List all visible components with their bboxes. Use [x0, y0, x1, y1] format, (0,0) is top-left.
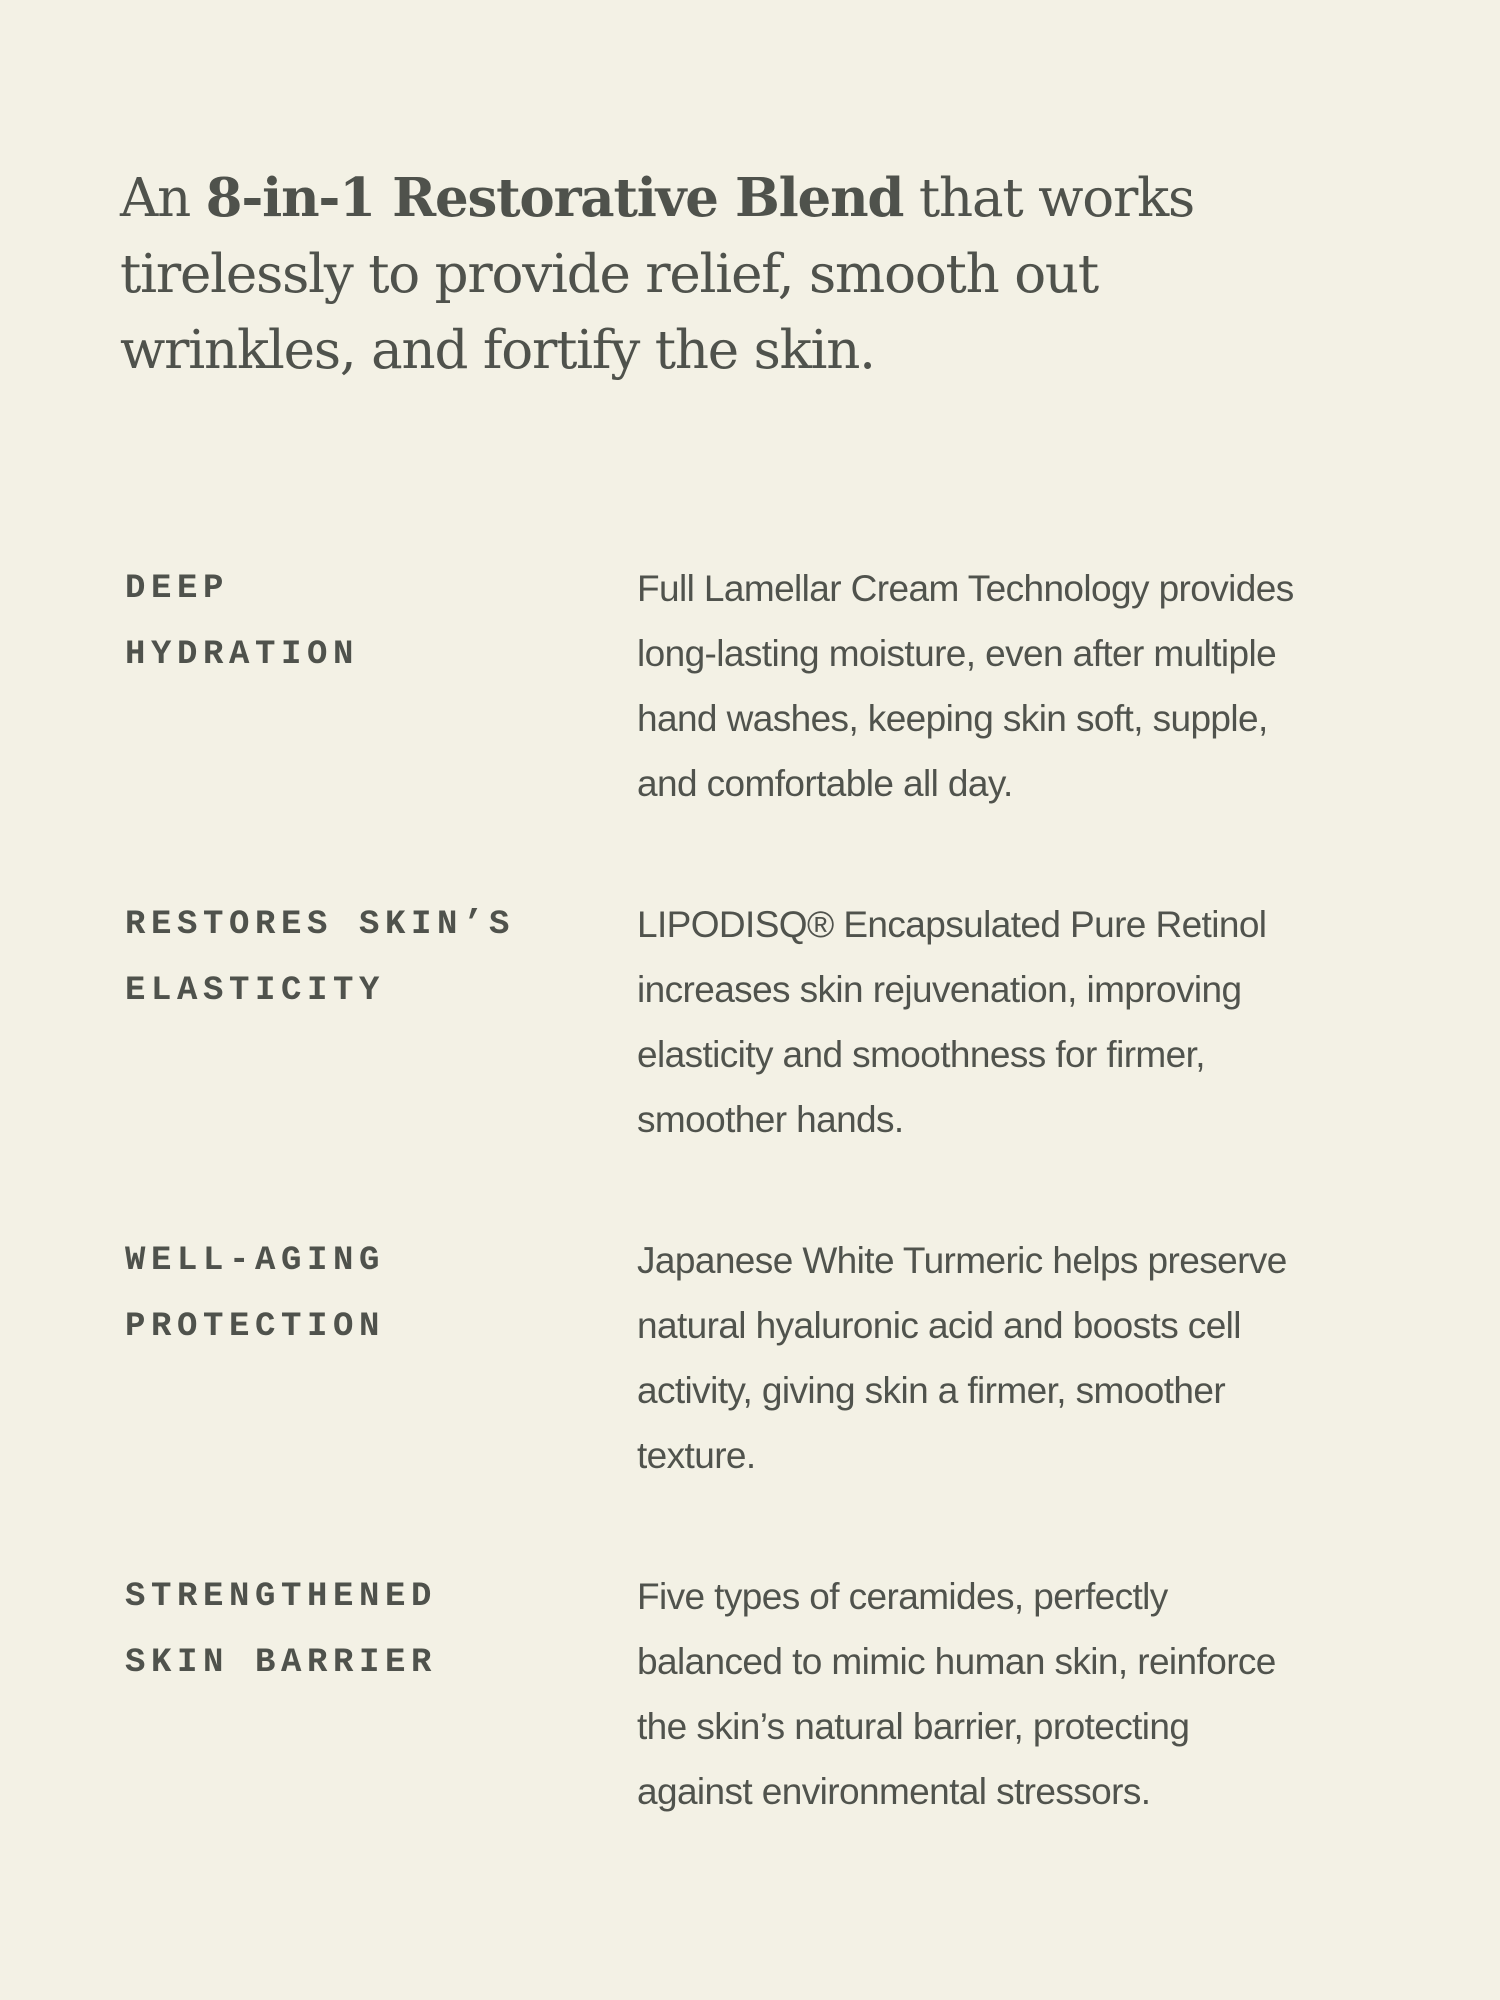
- headline-line-2: tirelessly to provide relief, smooth out: [120, 244, 1098, 305]
- feature-well-aging-protection: [0, 1228, 1500, 1564]
- feature-label-line: WELL-AGING: [125, 1242, 386, 1280]
- feature-label-line: DEEP: [125, 570, 230, 608]
- feature-description-line: against environmental stressors.: [637, 1771, 1151, 1812]
- feature-restores-elasticity: [0, 892, 1500, 1228]
- headline-emphasis: 8-in-1 Restorative Blend: [205, 167, 904, 229]
- feature-description-line: natural hyaluronic acid and boosts cell: [637, 1305, 1241, 1346]
- feature-description: [637, 556, 1397, 816]
- feature-label-line: SKIN BARRIER: [125, 1644, 438, 1682]
- feature-description-line: Five types of ceramides, perfectly: [637, 1576, 1168, 1617]
- feature-description-line: the skin’s natural barrier, protecting: [637, 1706, 1190, 1747]
- feature-label: [125, 1228, 585, 1360]
- feature-description-line: smoother hands.: [637, 1099, 904, 1140]
- feature-label-line: ELASTICITY: [125, 972, 386, 1010]
- feature-description-line: increases skin rejuvenation, improving: [637, 969, 1242, 1010]
- feature-description-line: activity, giving skin a firmer, smoother: [637, 1370, 1226, 1411]
- feature-label-line: HYDRATION: [125, 636, 360, 674]
- feature-description-line: hand washes, keeping skin soft, supple,: [637, 698, 1268, 739]
- headline-prefix: An: [120, 168, 206, 229]
- feature-label-line: RESTORES SKIN’S: [125, 906, 516, 944]
- feature-description-line: and comfortable all day.: [637, 763, 1013, 804]
- feature-label: [125, 892, 585, 1024]
- feature-label: [125, 1564, 585, 1696]
- feature-description-line: long-lasting moisture, even after multiple: [637, 633, 1277, 674]
- feature-description: [637, 1228, 1397, 1488]
- feature-description-line: balanced to mimic human skin, reinforce: [637, 1641, 1276, 1682]
- feature-description-line: Japanese White Turmeric helps preserve: [637, 1240, 1287, 1281]
- feature-deep-hydration: [0, 556, 1500, 892]
- feature-description: [637, 892, 1397, 1152]
- feature-description: [637, 1564, 1397, 1824]
- headline-line-3: wrinkles, and fortify the skin.: [120, 320, 875, 381]
- feature-description-line: LIPODISQ® Encapsulated Pure Retinol: [637, 904, 1267, 945]
- headline: [120, 160, 1220, 389]
- feature-description-line: texture.: [637, 1435, 756, 1476]
- feature-label: [125, 556, 585, 688]
- feature-strengthened-barrier: [0, 1564, 1500, 1900]
- feature-label-line: STRENGTHENED: [125, 1578, 438, 1616]
- headline-suffix: that works: [903, 168, 1195, 229]
- feature-description-line: elasticity and smoothness for firmer,: [637, 1034, 1205, 1075]
- feature-list: [0, 556, 1500, 1900]
- feature-label-line: PROTECTION: [125, 1308, 386, 1346]
- feature-description-line: Full Lamellar Cream Technology provides: [637, 568, 1294, 609]
